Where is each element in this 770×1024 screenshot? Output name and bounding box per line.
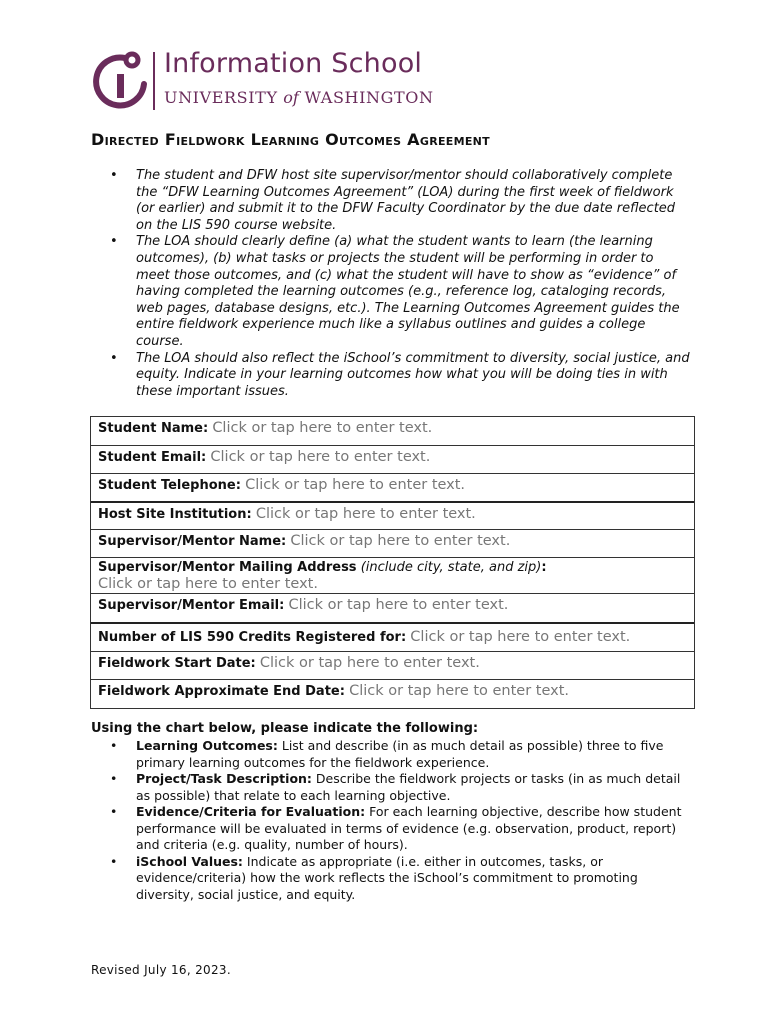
uw-ischool-logo bbox=[92, 50, 452, 114]
supervisor-email-label: Supervisor/Mentor Email: bbox=[98, 598, 285, 613]
instruction-text: Indicate as appropriate (i.e. either in outcomes, tasks, or evidence/criteria) how the work reflects the iSchool’s commitment to promoting diversity, social justice, and equity. bbox=[136, 853, 638, 902]
document-title: Directed Fieldwork Learning Outcomes Agreement bbox=[91, 130, 490, 149]
host-site-label: Host Site Institution: bbox=[98, 507, 252, 522]
logo-divider bbox=[153, 52, 155, 110]
revised-date: Revised July 16, 2023. bbox=[91, 963, 231, 977]
instruction-label: iSchool Values: bbox=[136, 853, 243, 869]
student-email-label: Student Email: bbox=[98, 450, 207, 465]
student-telephone-input[interactable]: Click or tap here to enter text. bbox=[245, 477, 466, 493]
instructions-heading: Using the chart below, please indicate the following: bbox=[91, 721, 479, 736]
start-date-row bbox=[91, 652, 694, 680]
intro-bullet: • The LOA should also reflect the iSchool’s commitment to diversity, social justice, and equity. Indicate in your learning outcomes how what you will be doing ties in with these important issues. bbox=[110, 351, 690, 401]
student-telephone-label: Student Telephone: bbox=[98, 478, 241, 493]
supervisor-email-input[interactable]: Click or tap here to enter text. bbox=[288, 597, 509, 613]
credits-label: Number of LIS 590 Credits Registered for: bbox=[98, 630, 407, 645]
logo-school-name: Information School bbox=[164, 48, 423, 79]
instruction-text: Describe the fieldwork projects or tasks (in as much detail as possible) that relate to each learning objective. bbox=[136, 771, 681, 803]
host-site-input[interactable]: Click or tap here to enter text. bbox=[255, 506, 476, 522]
instruction-text: For each learning objective, describe how student performance will be evaluated in terms of evidence (e.g. observation, product, report) and criteria (e.g. quality, number of hours). bbox=[136, 804, 682, 852]
start-date-label: Fieldwork Start Date: bbox=[98, 656, 256, 671]
instruction-label: Project/Task Description: bbox=[136, 771, 312, 786]
ischool-logo-icon bbox=[92, 50, 150, 112]
instructions-list bbox=[110, 738, 690, 903]
end-date-row bbox=[91, 680, 694, 709]
student-email-row bbox=[91, 446, 694, 474]
intro-bullet: • The student and DFW host site supervisor/mentor should collaboratively complete the “DFW Learning Outcomes Agreement” (LOA) during the first week of fieldwork (or earlier) and submit it to the DFW Faculty Coordinator by the due date reflected on the LIS 590 course website. bbox=[110, 168, 690, 234]
student-name-label: Student Name: bbox=[98, 421, 209, 436]
student-name-input[interactable]: Click or tap here to enter text. bbox=[212, 420, 433, 436]
intro-bullet-list bbox=[110, 168, 690, 400]
supervisor-address-note: (include city, state, and zip) bbox=[360, 560, 542, 575]
host-site-row bbox=[91, 503, 694, 530]
supervisor-address-label: Supervisor/Mentor Mailing Address bbox=[98, 560, 357, 575]
instruction-text: List and describe (in as much detail as possible) three to five primary learning outcomes for the fieldwork experience. bbox=[136, 738, 664, 770]
student-telephone-row bbox=[91, 474, 694, 503]
instruction-item bbox=[110, 804, 690, 854]
supervisor-address-input[interactable]: Click or tap here to enter text. bbox=[98, 576, 318, 592]
credits-row bbox=[91, 624, 694, 652]
student-info-form bbox=[90, 416, 695, 709]
student-email-input[interactable]: Click or tap here to enter text. bbox=[210, 449, 431, 465]
instruction-label: Evidence/Criteria for Evaluation: bbox=[136, 804, 366, 819]
instruction-item bbox=[110, 771, 690, 804]
instruction-label: Learning Outcomes: bbox=[136, 738, 278, 753]
supervisor-name-input[interactable]: Click or tap here to enter text. bbox=[290, 533, 511, 549]
supervisor-address-colon: : bbox=[541, 560, 547, 575]
logo-university-name: UNIVERSITY of WASHINGTON bbox=[164, 88, 434, 107]
supervisor-name-row bbox=[91, 530, 694, 558]
instruction-item bbox=[110, 854, 690, 904]
instruction-item bbox=[110, 738, 690, 771]
credits-input[interactable]: Click or tap here to enter text. bbox=[410, 629, 631, 645]
end-date-label: Fieldwork Approximate End Date: bbox=[98, 684, 345, 699]
supervisor-name-label: Supervisor/Mentor Name: bbox=[98, 534, 287, 549]
supervisor-email-row bbox=[91, 594, 694, 624]
end-date-input[interactable]: Click or tap here to enter text. bbox=[349, 683, 570, 699]
intro-bullet: • The LOA should clearly define (a) what the student wants to learn (the learning outcomes), (b) what tasks or projects the student will be performing in order to meet those outcomes, and (c) what the student will have to show as “evidence” of having completed the learning outcomes (e.g., reference log, cataloging records, web pages, database designs, etc.). The Learning Outcomes Agreement guides the entire fieldwork experience much like a syllabus outlines and guides a college course. bbox=[110, 234, 690, 350]
student-name-row bbox=[91, 417, 694, 446]
supervisor-address-row bbox=[91, 558, 694, 594]
start-date-input[interactable]: Click or tap here to enter text. bbox=[259, 655, 480, 671]
